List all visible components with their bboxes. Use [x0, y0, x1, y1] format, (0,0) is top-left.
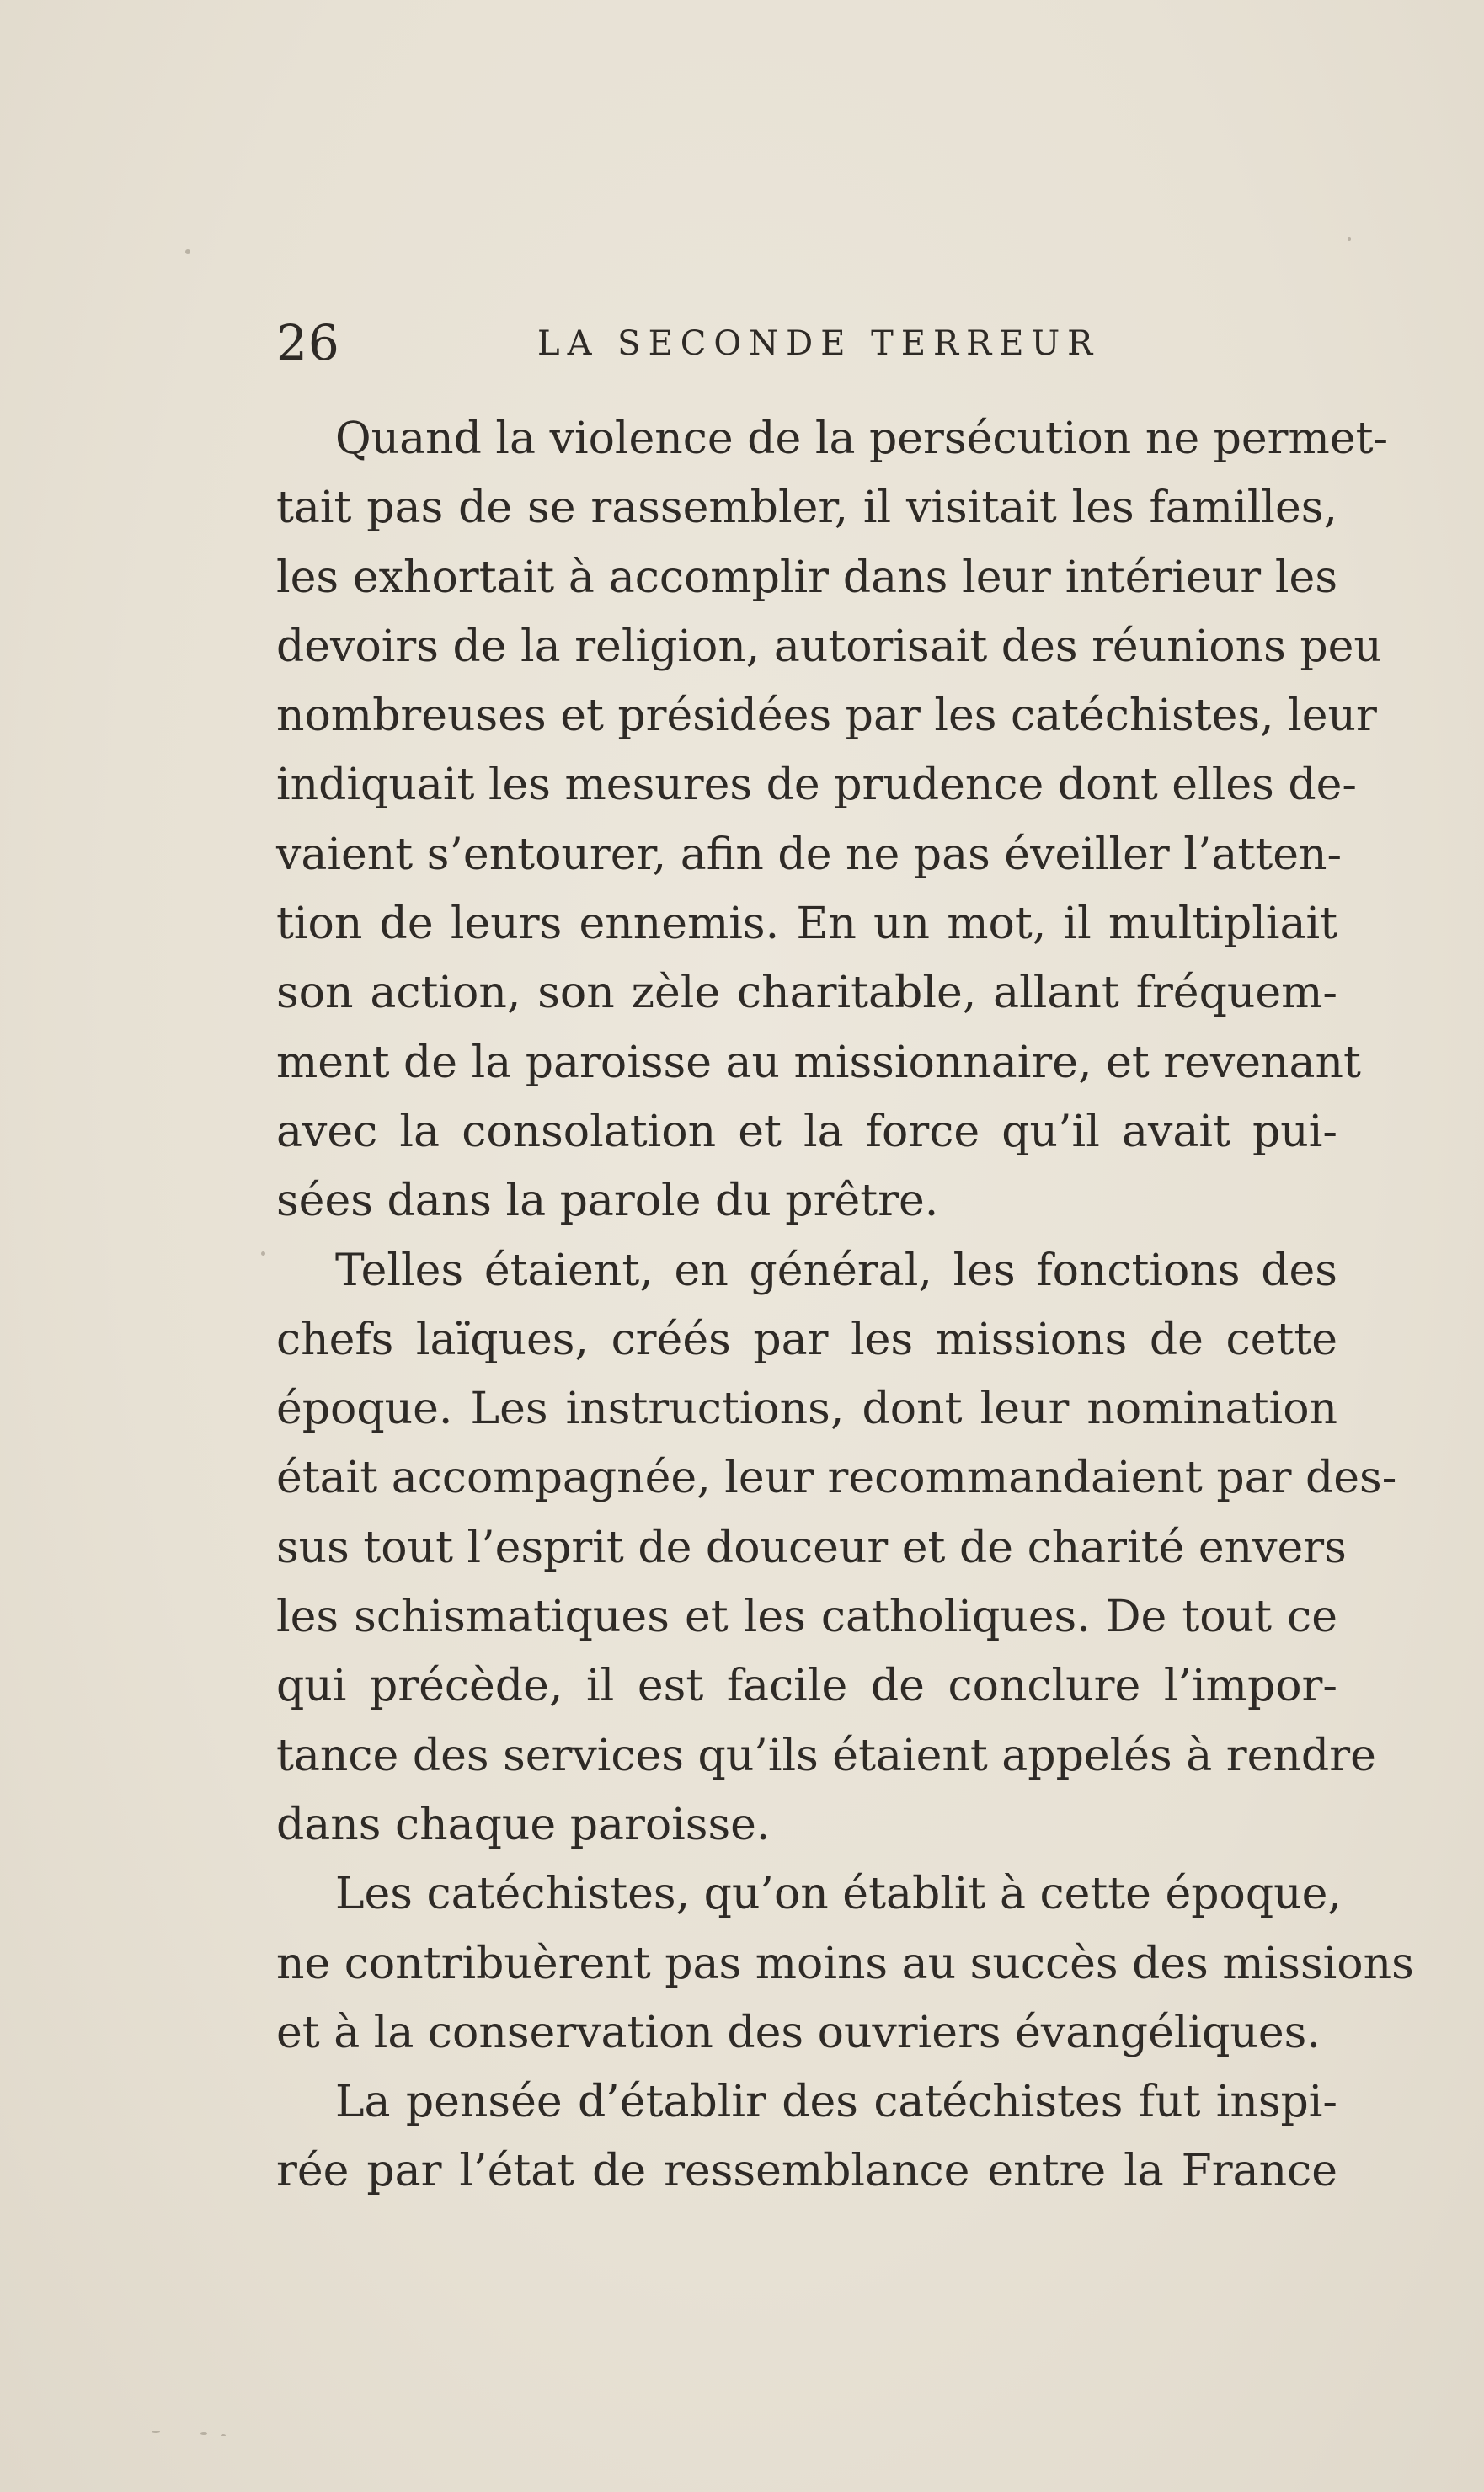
paper-speck [152, 2431, 160, 2433]
text-line: chefs laïques, créés par les missions de cette [276, 1314, 1337, 1365]
page-number: 26 [276, 314, 340, 371]
text-line: était accompagnée, leur recommandaient par des- [276, 1453, 1397, 1504]
text-line: ne contribuèrent pas moins au succès des missions [276, 1938, 1414, 1989]
text-line: et à la conservation des ouvriers évangéliques. [276, 2007, 1321, 2058]
paper-speck [185, 249, 190, 254]
text-line: devoirs de la religion, autorisait des réunions peu [276, 621, 1382, 672]
text-line: indiquait les mesures de prudence dont elles de- [276, 760, 1357, 811]
text-line: les exhortait à accomplir dans leur intérieur les [276, 552, 1337, 603]
paper-speck [200, 2432, 207, 2435]
paper-speck [1348, 237, 1351, 241]
text-line: rée par l’état de ressemblance entre la France [276, 2146, 1337, 2197]
text-line: Quand la violence de la persécution ne permet- [335, 414, 1389, 464]
page-header [276, 313, 1337, 372]
text-line: Telles étaient, en général, les fonctions des [335, 1245, 1337, 1296]
body-text [276, 404, 1414, 2207]
text-line: les schismatiques et les catholiques. De tout ce [276, 1592, 1337, 1643]
text-line: avec la consolation et la force qu’il avait pui- [276, 1106, 1337, 1157]
paper-speck [261, 1251, 265, 1256]
text-line: tion de leurs ennemis. En un mot, il multipliait [276, 899, 1337, 950]
text-line: La pensée d’établir des catéchistes fut inspi- [335, 2077, 1337, 2128]
text-line: qui précède, il est facile de conclure l’impor- [276, 1661, 1337, 1712]
text-line: sées dans la parole du prêtre. [276, 1176, 939, 1227]
text-line: dans chaque paroisse. [276, 1799, 771, 1850]
text-line: son action, son zèle charitable, allant fréquem- [276, 968, 1337, 1019]
running-title: LA SECONDE TERREUR [537, 324, 1101, 363]
text-line: vaient s’entourer, afin de ne pas éveiller l’atten- [276, 829, 1343, 880]
text-line: sus tout l’esprit de douceur et de charité envers [276, 1522, 1347, 1573]
paper-speck [221, 2434, 226, 2436]
text-line: tait pas de se rassembler, il visitait les familles, [276, 483, 1337, 534]
text-line: tance des services qu’ils étaient appelés à rendre [276, 1730, 1376, 1781]
text-line: époque. Les instructions, dont leur nomination [276, 1384, 1337, 1435]
text-line: nombreuses et présidées par les catéchistes, leur [276, 691, 1377, 742]
text-line: Les catéchistes, qu’on établit à cette époque, [335, 1869, 1342, 1920]
text-line: ment de la paroisse au missionnaire, et revenant [276, 1037, 1361, 1088]
